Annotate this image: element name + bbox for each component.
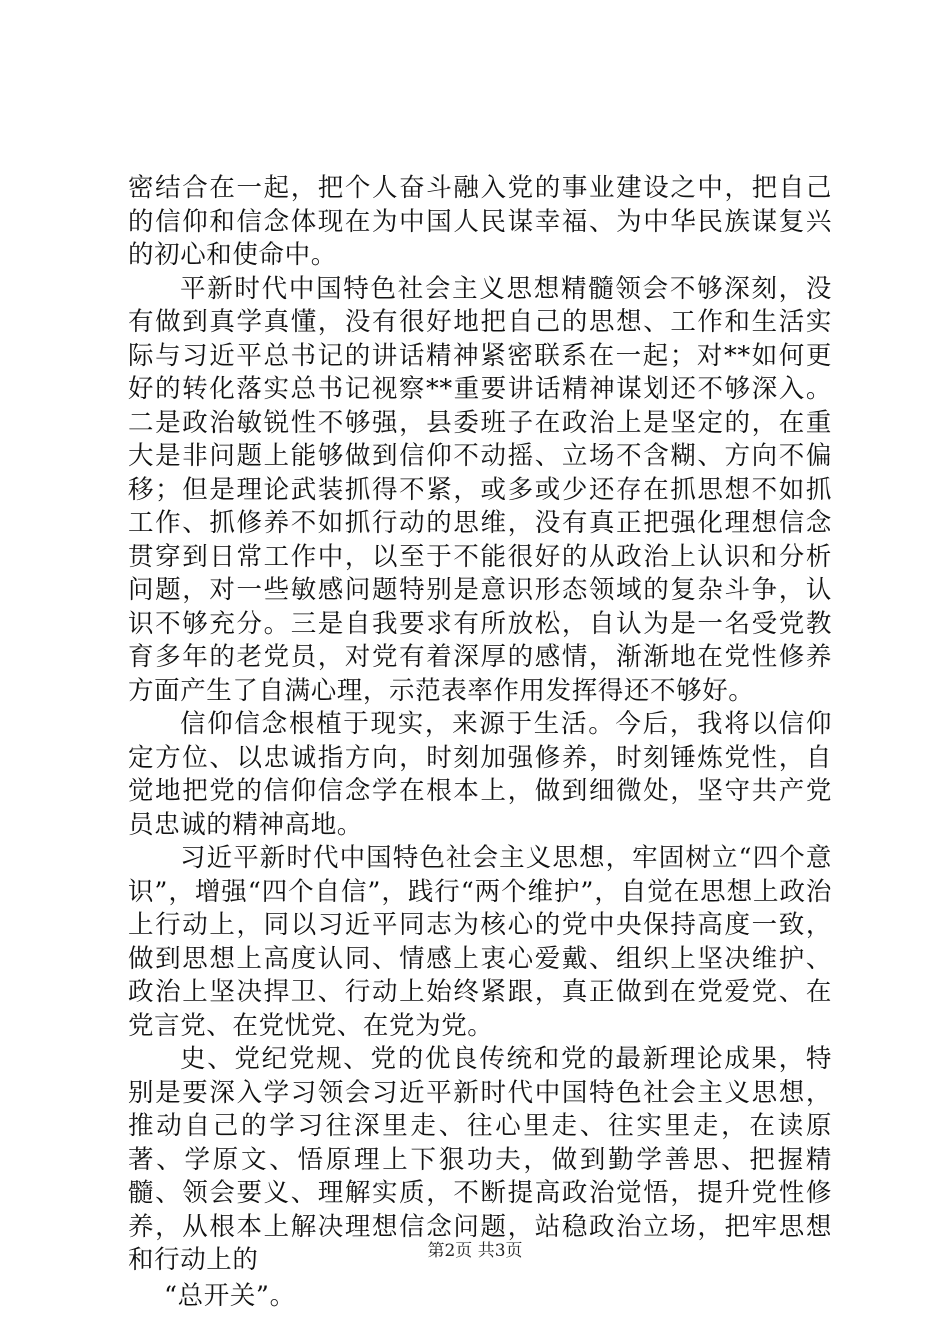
paragraph-6: “总开关”。 [164, 1280, 296, 1311]
paragraph-1: 密结合在一起，把个人奋斗融入党的事业建设之中，把自己的信仰和信念体现在为中国人民谋幸福、为中华民族谋复兴的初心和使命中。 [128, 173, 832, 270]
page-number-footer: 第2页 共3页 [427, 1241, 523, 1261]
paragraph-2: 平新时代中国特色社会主义思想精髓领会不够深刻，没有做到真学真懂，没有很好地把自己的思想、工作和生活实际与习近平总书记的讲话精神紧密联系在一起；对**如何更好的转化落实总书记视察**重要讲话精神谋划还不够深入。二是政治敏锐性不够强，县委班子在政治上是坚定的，在重大是非问题上能够做到信仰不动摇、立场不含糊、方向不偏移；但是理论武装抓得不紧，或多或少还存在抓思想不如抓工作、抓修养不如抓行动的思维，没有真正把强化理想信念贯穿到日常工作中，以至于不能很好的从政治上认识和分析问题，对一些敏感问题特别是意识形态领域的复杂斗争，认识不够充分。三是自我要求有所放松，自认为是一名受党教育多年的老党员，对党有着深厚的感情，渐渐地在党性修养方面产生了自满心理，示范表率作用发挥得还不够好。 [128, 273, 832, 706]
paragraph-5: 史、党纪党规、党的优良传统和党的最新理论成果，特别是要深入学习领会习近平新时代中国特色社会主义思想，推动自己的学习往深里走、往心里走、往实里走，在读原著、学原文、悟原理上下狠功夫，做到勤学善思、把握精髓、领会要义、理解实质，不断提高政治觉悟，提升党性修养，从根本上解决理想信念问题，站稳政治立场，把牢思想和行动上的 [128, 1044, 832, 1275]
document-body [128, 172, 832, 1313]
paragraph-4: 习近平新时代中国特色社会主义思想，牢固树立“四个意识”，增强“四个自信”，践行“两个维护”，自觉在思想上政治上行动上，同以习近平同志为核心的党中央保持高度一致，做到思想上高度认同、情感上衷心爱戴、组织上坚决维护、政治上坚决捍卫、行动上始终紧跟，真正做到在党爱党、在党言党、在党忧党、在党为党。 [128, 843, 832, 1041]
paragraph-3: 信仰信念根植于现实，来源于生活。今后，我将以信仰定方位、以忠诚指方向，时刻加强修养，时刻锤炼党性，自觉地把党的信仰信念学在根本上，做到细微处，坚守共产党员忠诚的精神高地。 [128, 709, 832, 840]
